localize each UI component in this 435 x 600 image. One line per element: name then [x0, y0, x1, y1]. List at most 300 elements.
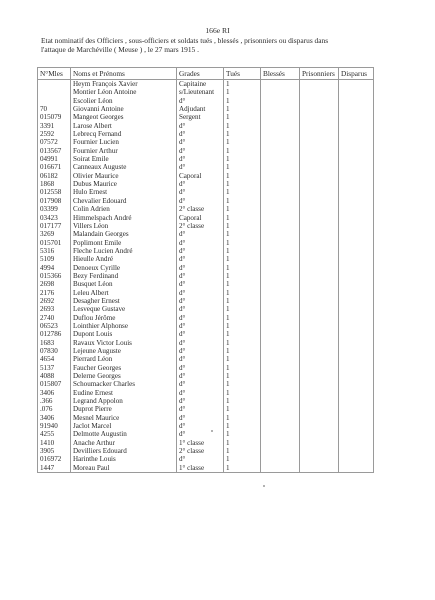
table-row — [38, 214, 374, 222]
name-cell: Anache Arthur — [71, 439, 177, 447]
killed-cell: 1 — [224, 247, 261, 255]
matricule-cell: 1868 — [38, 180, 71, 188]
matricule-cell: 5109 — [38, 255, 71, 263]
missing-cell — [339, 364, 374, 372]
killed-cell: 1 — [224, 255, 261, 263]
matricule-cell: 4654 — [38, 355, 71, 363]
matricule-cell: 1447 — [38, 464, 71, 473]
missing-cell — [339, 239, 374, 247]
killed-cell: 1 — [224, 464, 261, 473]
matricule-cell: 1683 — [38, 339, 71, 347]
name-cell: Chevalier Edouard — [71, 197, 177, 205]
missing-cell — [339, 289, 374, 297]
matricule-cell: 015807 — [38, 380, 71, 388]
name-cell: Pierrard Léon — [71, 355, 177, 363]
wounded-cell — [261, 155, 300, 163]
grade-cell: d° — [177, 347, 224, 355]
table-row — [38, 455, 374, 463]
prisoners-cell — [300, 205, 339, 213]
matricule-cell: 04991 — [38, 155, 71, 163]
missing-cell — [339, 163, 374, 171]
grade-cell: 2° classe — [177, 222, 224, 230]
missing-cell — [339, 430, 374, 438]
missing-cell — [339, 264, 374, 272]
grade-cell: d° — [177, 163, 224, 171]
prisoners-cell — [300, 130, 339, 138]
grade-cell: d° — [177, 297, 224, 305]
column-header-killed: Tués — [224, 68, 261, 80]
missing-cell — [339, 355, 374, 363]
wounded-cell — [261, 364, 300, 372]
matricule-cell — [38, 97, 71, 105]
missing-cell — [339, 314, 374, 322]
matricule-cell: 3269 — [38, 230, 71, 238]
table-row — [38, 105, 374, 113]
killed-cell: 1 — [224, 422, 261, 430]
matricule-cell: 2698 — [38, 280, 71, 288]
prisoners-cell — [300, 289, 339, 297]
grade-cell: d° — [177, 380, 224, 388]
wounded-cell — [261, 280, 300, 288]
matricule-cell: 03423 — [38, 214, 71, 222]
grade-cell: s/Lieutenant — [177, 88, 224, 96]
name-cell: Olivier Maurice — [71, 172, 177, 180]
killed-cell: 1 — [224, 105, 261, 113]
name-cell: Desagher Ernest — [71, 297, 177, 305]
prisoners-cell — [300, 422, 339, 430]
table-row — [38, 364, 374, 372]
table-row — [38, 372, 374, 380]
name-cell: Hulo Ernest — [71, 188, 177, 196]
killed-cell: 1 — [224, 180, 261, 188]
table-row — [38, 297, 374, 305]
prisoners-cell — [300, 322, 339, 330]
name-cell: Giovanni Antoine — [71, 105, 177, 113]
missing-cell — [339, 297, 374, 305]
missing-cell — [339, 130, 374, 138]
matricule-cell: 70 — [38, 105, 71, 113]
matricule-cell: 015079 — [38, 113, 71, 121]
table-row — [38, 188, 374, 196]
matricule-cell: 016972 — [38, 455, 71, 463]
grade-cell: d° — [177, 272, 224, 280]
grade-cell: 1° classe — [177, 464, 224, 473]
prisoners-cell — [300, 155, 339, 163]
wounded-cell — [261, 113, 300, 121]
missing-cell — [339, 455, 374, 463]
prisoners-cell — [300, 347, 339, 355]
killed-cell: 1 — [224, 272, 261, 280]
name-cell: Fournier Lucien — [71, 138, 177, 146]
table-row — [38, 180, 374, 188]
killed-cell: 1 — [224, 414, 261, 422]
matricule-cell: 017177 — [38, 222, 71, 230]
table-row — [38, 314, 374, 322]
wounded-cell — [261, 464, 300, 473]
missing-cell — [339, 105, 374, 113]
killed-cell: 1 — [224, 113, 261, 121]
killed-cell: 1 — [224, 389, 261, 397]
missing-cell — [339, 172, 374, 180]
column-header-wounded: Blessés — [261, 68, 300, 80]
prisoners-cell — [300, 330, 339, 338]
table-row — [38, 347, 374, 355]
wounded-cell — [261, 389, 300, 397]
table-row — [38, 155, 374, 163]
wounded-cell — [261, 122, 300, 130]
grade-cell: 2° classe — [177, 205, 224, 213]
killed-cell: 1 — [224, 197, 261, 205]
wounded-cell — [261, 305, 300, 313]
grade-cell: d° — [177, 255, 224, 263]
matricule-cell: 07830 — [38, 347, 71, 355]
name-cell: Busquet Léon — [71, 280, 177, 288]
prisoners-cell — [300, 247, 339, 255]
prisoners-cell — [300, 405, 339, 413]
grade-cell: 1° classe — [177, 439, 224, 447]
prisoners-cell — [300, 280, 339, 288]
name-cell: Harinthe Louis — [71, 455, 177, 463]
column-header-grade: Grades — [177, 68, 224, 80]
grade-cell: d° — [177, 264, 224, 272]
killed-cell: 1 — [224, 364, 261, 372]
prisoners-cell — [300, 439, 339, 447]
killed-cell: 1 — [224, 222, 261, 230]
missing-cell — [339, 205, 374, 213]
grade-cell: d° — [177, 305, 224, 313]
killed-cell: 1 — [224, 305, 261, 313]
table-row — [38, 322, 374, 330]
killed-cell: 1 — [224, 130, 261, 138]
prisoners-cell — [300, 105, 339, 113]
intro-line-2: l'attaque de Marchéville ( Meuse ) , le 27 mars 1915 . — [41, 45, 199, 54]
table-row — [38, 230, 374, 238]
grade-cell: d° — [177, 397, 224, 405]
table-row — [38, 239, 374, 247]
name-cell: Mesnel Maurice — [71, 414, 177, 422]
table-row — [38, 147, 374, 155]
grade-cell: d° — [177, 130, 224, 138]
name-cell: Schoumacker Charles — [71, 380, 177, 388]
name-cell: Poplimont Emile — [71, 239, 177, 247]
wounded-cell — [261, 205, 300, 213]
wounded-cell — [261, 272, 300, 280]
wounded-cell — [261, 138, 300, 146]
matricule-cell: 015701 — [38, 239, 71, 247]
grade-cell: d° — [177, 405, 224, 413]
table-row — [38, 380, 374, 388]
matricule-cell: 06182 — [38, 172, 71, 180]
scan-speck — [263, 485, 265, 487]
missing-cell — [339, 414, 374, 422]
killed-cell: 1 — [224, 88, 261, 96]
prisoners-cell — [300, 364, 339, 372]
name-cell: Delmotte Augustin — [71, 430, 177, 438]
prisoners-cell — [300, 172, 339, 180]
wounded-cell — [261, 380, 300, 388]
prisoners-cell — [300, 447, 339, 455]
matricule-cell: 4994 — [38, 264, 71, 272]
missing-cell — [339, 88, 374, 96]
prisoners-cell — [300, 230, 339, 238]
matricule-cell: 3406 — [38, 414, 71, 422]
prisoners-cell — [300, 222, 339, 230]
table-row — [38, 122, 374, 130]
prisoners-cell — [300, 305, 339, 313]
missing-cell — [339, 380, 374, 388]
prisoners-cell — [300, 122, 339, 130]
prisoners-cell — [300, 138, 339, 146]
matricule-cell — [38, 88, 71, 96]
grade-cell: d° — [177, 155, 224, 163]
table-row — [38, 405, 374, 413]
table-row — [38, 205, 374, 213]
table-body — [38, 80, 374, 473]
wounded-cell — [261, 322, 300, 330]
killed-cell: 1 — [224, 122, 261, 130]
missing-cell — [339, 214, 374, 222]
wounded-cell — [261, 130, 300, 138]
killed-cell: 1 — [224, 447, 261, 455]
table-row — [38, 305, 374, 313]
table-row — [38, 439, 374, 447]
name-cell: Faucher Georges — [71, 364, 177, 372]
grade-cell: d° — [177, 280, 224, 288]
grade-cell: d° — [177, 122, 224, 130]
name-cell: Ravaux Victor Louis — [71, 339, 177, 347]
killed-cell: 1 — [224, 405, 261, 413]
column-header-matricule: N°Mles — [38, 68, 71, 80]
missing-cell — [339, 397, 374, 405]
missing-cell — [339, 422, 374, 430]
prisoners-cell — [300, 214, 339, 222]
table-row — [38, 389, 374, 397]
missing-cell — [339, 155, 374, 163]
grade-cell: d° — [177, 188, 224, 196]
name-cell: Legrand Appolon — [71, 397, 177, 405]
name-cell: Dubus Maurice — [71, 180, 177, 188]
missing-cell — [339, 280, 374, 288]
grade-cell: d° — [177, 239, 224, 247]
table-row — [38, 163, 374, 171]
matricule-cell: 3406 — [38, 389, 71, 397]
killed-cell: 1 — [224, 339, 261, 347]
name-cell: Bezy Ferdinand — [71, 272, 177, 280]
matricule-cell: 2176 — [38, 289, 71, 297]
killed-cell: 1 — [224, 214, 261, 222]
wounded-cell — [261, 163, 300, 171]
killed-cell: 1 — [224, 155, 261, 163]
prisoners-cell — [300, 272, 339, 280]
matricule-cell: 2592 — [38, 130, 71, 138]
matricule-cell: 3391 — [38, 122, 71, 130]
matricule-cell: 06523 — [38, 322, 71, 330]
table-row — [38, 80, 374, 89]
matricule-cell: .366 — [38, 397, 71, 405]
wounded-cell — [261, 172, 300, 180]
table-row — [38, 280, 374, 288]
missing-cell — [339, 372, 374, 380]
name-cell: Lebrecq Fernand — [71, 130, 177, 138]
name-cell: Devilliers Edouard — [71, 447, 177, 455]
missing-cell — [339, 222, 374, 230]
wounded-cell — [261, 447, 300, 455]
table-row — [38, 247, 374, 255]
name-cell: Villers Léon — [71, 222, 177, 230]
killed-cell: 1 — [224, 347, 261, 355]
prisoners-cell — [300, 372, 339, 380]
killed-cell: 1 — [224, 188, 261, 196]
table-row — [38, 130, 374, 138]
prisoners-cell — [300, 147, 339, 155]
wounded-cell — [261, 180, 300, 188]
table-row — [38, 172, 374, 180]
killed-cell: 1 — [224, 297, 261, 305]
name-cell: Hieulle André — [71, 255, 177, 263]
prisoners-cell — [300, 430, 339, 438]
wounded-cell — [261, 372, 300, 380]
killed-cell: 1 — [224, 264, 261, 272]
prisoners-cell — [300, 389, 339, 397]
missing-cell — [339, 347, 374, 355]
matricule-cell: 5316 — [38, 247, 71, 255]
wounded-cell — [261, 289, 300, 297]
killed-cell: 1 — [224, 397, 261, 405]
table-row — [38, 330, 374, 338]
name-cell: Eudine Ernest — [71, 389, 177, 397]
wounded-cell — [261, 297, 300, 305]
table-row — [38, 97, 374, 105]
missing-cell — [339, 138, 374, 146]
table-row — [38, 339, 374, 347]
missing-cell — [339, 322, 374, 330]
matricule-cell: 012558 — [38, 188, 71, 196]
grade-cell: d° — [177, 430, 224, 438]
matricule-cell — [38, 80, 71, 89]
matricule-cell: 016671 — [38, 163, 71, 171]
matricule-cell: 012786 — [38, 330, 71, 338]
name-cell: Montier Léon Antoine — [71, 88, 177, 96]
grade-cell: d° — [177, 147, 224, 155]
wounded-cell — [261, 222, 300, 230]
table-row — [38, 272, 374, 280]
wounded-cell — [261, 339, 300, 347]
casualty-table — [37, 67, 374, 473]
matricule-cell: 4255 — [38, 430, 71, 438]
matricule-cell: 3905 — [38, 447, 71, 455]
wounded-cell — [261, 330, 300, 338]
missing-cell — [339, 180, 374, 188]
missing-cell — [339, 188, 374, 196]
prisoners-cell — [300, 88, 339, 96]
grade-cell: d° — [177, 97, 224, 105]
prisoners-cell — [300, 97, 339, 105]
missing-cell — [339, 339, 374, 347]
matricule-cell: 013567 — [38, 147, 71, 155]
regiment-heading: 166e RI — [205, 26, 230, 35]
prisoners-cell — [300, 355, 339, 363]
missing-cell — [339, 447, 374, 455]
prisoners-cell — [300, 197, 339, 205]
scan-speck — [211, 430, 213, 432]
table-row — [38, 197, 374, 205]
missing-cell — [339, 197, 374, 205]
wounded-cell — [261, 414, 300, 422]
missing-cell — [339, 247, 374, 255]
killed-cell: 1 — [224, 163, 261, 171]
table-row — [38, 397, 374, 405]
table-row — [38, 113, 374, 121]
prisoners-cell — [300, 180, 339, 188]
killed-cell: 1 — [224, 80, 261, 89]
killed-cell: 1 — [224, 430, 261, 438]
killed-cell: 1 — [224, 147, 261, 155]
wounded-cell — [261, 230, 300, 238]
wounded-cell — [261, 197, 300, 205]
grade-cell: d° — [177, 414, 224, 422]
grade-cell: d° — [177, 455, 224, 463]
matricule-cell: 2740 — [38, 314, 71, 322]
killed-cell: 1 — [224, 439, 261, 447]
prisoners-cell — [300, 314, 339, 322]
matricule-cell: 91940 — [38, 422, 71, 430]
grade-cell: Caporal — [177, 172, 224, 180]
table-row — [38, 88, 374, 96]
wounded-cell — [261, 347, 300, 355]
grade-cell: d° — [177, 322, 224, 330]
killed-cell: 1 — [224, 230, 261, 238]
name-cell: Delerne Georges — [71, 372, 177, 380]
killed-cell: 1 — [224, 205, 261, 213]
name-cell: Denoeux Cyrille — [71, 264, 177, 272]
name-cell: Jaclot Marcel — [71, 422, 177, 430]
grade-cell: Adjudant — [177, 105, 224, 113]
wounded-cell — [261, 264, 300, 272]
killed-cell: 1 — [224, 455, 261, 463]
grade-cell: d° — [177, 138, 224, 146]
matricule-cell: 5137 — [38, 364, 71, 372]
missing-cell — [339, 255, 374, 263]
name-cell: Fournier Arthur — [71, 147, 177, 155]
name-cell: Canneaux Auguste — [71, 163, 177, 171]
wounded-cell — [261, 314, 300, 322]
matricule-cell: 2693 — [38, 305, 71, 313]
wounded-cell — [261, 422, 300, 430]
wounded-cell — [261, 214, 300, 222]
wounded-cell — [261, 105, 300, 113]
wounded-cell — [261, 88, 300, 96]
name-cell: Larose Albert — [71, 122, 177, 130]
prisoners-cell — [300, 464, 339, 473]
table-row — [38, 447, 374, 455]
grade-cell: Capitaine — [177, 80, 224, 89]
missing-cell — [339, 113, 374, 121]
grade-cell: 2° classe — [177, 447, 224, 455]
missing-cell — [339, 389, 374, 397]
missing-cell — [339, 330, 374, 338]
wounded-cell — [261, 239, 300, 247]
grade-cell: d° — [177, 339, 224, 347]
wounded-cell — [261, 455, 300, 463]
matricule-cell: 03399 — [38, 205, 71, 213]
wounded-cell — [261, 247, 300, 255]
matricule-cell: .076 — [38, 405, 71, 413]
killed-cell: 1 — [224, 172, 261, 180]
table-row — [38, 289, 374, 297]
name-cell: Fleche Lucien André — [71, 247, 177, 255]
matricule-cell: 2692 — [38, 297, 71, 305]
table-row — [38, 414, 374, 422]
